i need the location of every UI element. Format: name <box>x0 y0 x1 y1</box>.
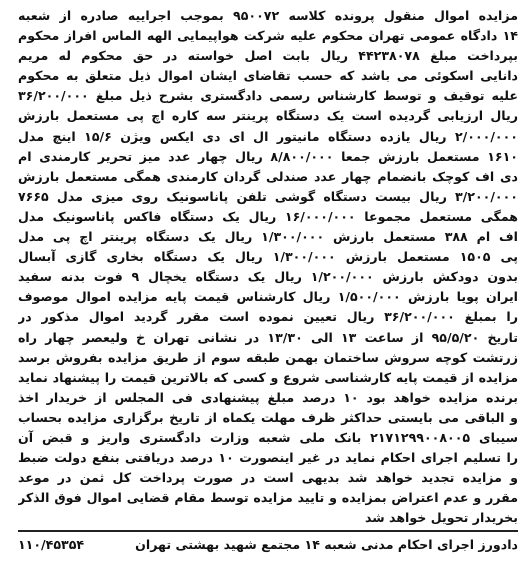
notice-line: ۳/۲۰۰/۰۰۰ ریال بیست دستگاه گوشی تلفن پاناسونیک روی میزی مدل ۷۶۶۵ <box>18 188 518 204</box>
notice-line: سیبای ۲۱۷۱۲۹۹۰۰۸۰۰۵ بانک ملی شعبه وزارت دادگستری واریز و قبض آن <box>18 429 518 445</box>
notice-line: ۱۴ دادگاه عمومی تهران محکوم علیه شرکت هواپیمایی الهه الماس افراز محکوم <box>18 28 518 44</box>
notice-line: همگی مستعمل مجموعا ۱۶/۰۰۰/۰۰۰ ریال یک دستگاه فاکس پاناسونیک مدل <box>18 208 518 224</box>
notice-line: ۱۶۱۰ مستعمل بارزش جمعا ۸/۸۰۰/۰۰۰ ریال چهار عدد میز تحریر کارمندی ام <box>18 148 518 164</box>
notice-line: اف ام ۳۸۸ مستعمل بارزش ۱/۳۰۰/۰۰۰ ریال یک دستگاه پرینتر اچ پی مدل <box>18 229 518 245</box>
reference-number: ۱۱۰/۴۵۳۵۴ <box>18 537 85 553</box>
notice-line: برنده مزایده خواهد بود ۱۰ درصد مبلغ پیشنهادی فی المجلس از خریدار اخذ <box>18 389 518 405</box>
notice-line: بخریدار تحویل خواهد شد <box>365 510 518 526</box>
notice-line: مقرر و عدم اعتراض بمزایده و تایید مزایده توسط مقام قضایی اموال فوق الذکر <box>18 490 518 506</box>
notice-line: علیه توقیف و توسط کارشناس رسمی دادگستری بشرح ذیل مبلغ ۳۶/۲۰۰/۰۰۰ <box>18 88 518 104</box>
notice-line: مزایده اموال منقول پرونده کلاسه ۹۵۰۰۷۲ بموجب اجراییه صادره از شعبه <box>18 8 518 23</box>
notice-line: زرتشت کوچه سروش ساختمان بهمن طبقه سوم از طریق مزایده بفروش برسد <box>18 349 518 365</box>
notice-line: مزایده از قیمت پایه کارشناسی شروع و کسی که بالاترین قیمت را پیشنهاد نماید <box>18 369 518 385</box>
notice-line: ۲/۰۰۰/۰۰۰ ریال یازده دستگاه مانیتور ال ای دی ایکس ویژن ۱۵/۶ اینچ مدل <box>18 128 518 144</box>
notice-line: دی اف کوچک بانضمام چهار عدد صندلی گردان کارمندی همگی مستعمل بارزش <box>18 168 518 184</box>
notice-line: پی ۱۵۰۵ مستعمل بارزش ۱/۳۰۰/۰۰۰ ریال یک دستگاه بخاری گازی آبسال <box>18 249 518 265</box>
notice-line: ایران پویا بارزش ۱/۵۰۰/۰۰۰ ریال کارشناس قیمت پایه مزایده اموال موصوف <box>18 289 518 305</box>
notice-line: ریال ارزیابی گردیده است یک دستگاه پرینتر سه کاره اچ پی مستعمل بارزش <box>18 108 518 124</box>
notice-line: تاریخ ۹۵/۵/۲۰ از ساعت ۱۳ الی ۱۳/۳۰ در نشانی تهران خ ولیعصر چهار راه <box>18 329 518 345</box>
notice-footer <box>18 530 518 556</box>
notice-line: بپرداخت مبلغ ۴۴۲۳۸۰۷۸ ریال بابت اصل خواسته در حق محکوم له مریم <box>18 48 518 64</box>
notice-line: دانایی اسکوئی می باشد که حسب تقاضای ایشان اموال ذیل متعلق به محکوم <box>18 68 518 84</box>
signature: دادورز اجرای احکام مدنی شعبه ۱۴ مجتمع شهید بهشتی تهران <box>135 537 518 553</box>
notice-body <box>18 6 518 528</box>
notice-line: و مزایده تجدید خواهد شد بدیهی است در صورت پرداخت کل ثمن در موعد <box>18 470 518 486</box>
notice-line: را تسلیم اجرای احکام نماید در غیر اینصورت ۱۰ درصد دریافتی بنفع دولت ضبط <box>18 450 518 466</box>
notice-line: و الباقی می بایستی حداکثر ظرف مهلت یکماه از تاریخ برگزاری مزایده بحساب <box>18 409 518 425</box>
notice-line: را بمبلغ ۳۶/۲۰۰/۰۰۰ ریال تعیین نموده است مقرر گردید اموال مذکور در <box>18 309 518 325</box>
notice-line: بدون دودکش بارزش ۱/۲۰۰/۰۰۰ ریال یک دستگاه یخچال ۹ فوت بدنه سفید <box>18 269 518 285</box>
